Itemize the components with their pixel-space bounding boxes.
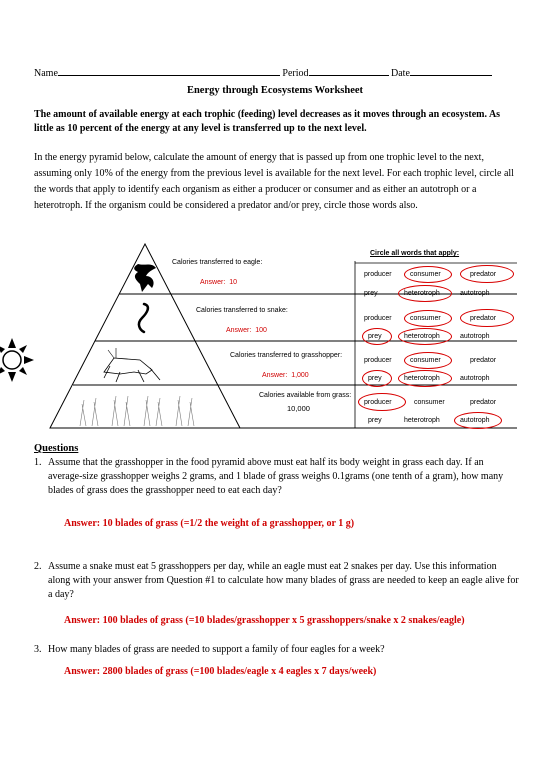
word-consumer[interactable]: consumer: [414, 399, 445, 406]
level-4-value: 10,000: [287, 404, 310, 413]
circle-mark: [398, 285, 452, 302]
grasshopper-icon: [104, 348, 160, 382]
word-producer[interactable]: producer: [364, 357, 392, 364]
circle-mark: [362, 370, 392, 387]
period-label: Period: [282, 68, 309, 79]
circle-mark: [398, 370, 452, 387]
level-4-label: Calories available from grass:: [259, 392, 352, 399]
answer-value: 100: [255, 327, 267, 334]
question-number: 3.: [34, 644, 42, 655]
word-predator[interactable]: predator: [470, 315, 497, 322]
circle-heading: Circle all words that apply:: [370, 250, 460, 257]
name-label: Name: [34, 68, 58, 79]
intro-paragraph: The amount of available energy at each trophic (feeding) level decreases as it moves through an ecosystem. As little as 10 percent of the energy at any level is transferred up to the next level.: [34, 109, 501, 134]
word-autotroph[interactable]: autotroph: [460, 417, 490, 424]
question-1: [34, 456, 520, 498]
word-prey[interactable]: prey: [368, 375, 382, 382]
circle-mark: [398, 328, 452, 345]
level-1-label: Calories transferred to eagle:: [172, 259, 263, 266]
word-prey[interactable]: prey: [364, 290, 378, 297]
circle-mark: [362, 328, 392, 345]
date-field[interactable]: [410, 66, 492, 76]
word-consumer[interactable]: consumer: [410, 271, 441, 278]
word-consumer[interactable]: consumer: [410, 357, 441, 364]
answer-value: 1,000: [291, 372, 309, 379]
word-prey[interactable]: prey: [368, 333, 382, 340]
answer-label: Answer:: [200, 279, 226, 286]
word-heterotroph[interactable]: heterotroph: [404, 417, 440, 424]
answer-3: Answer: 2800 blades of grass (=100 blades/eagle x 4 eagles x 7 days/week): [64, 666, 377, 677]
circle-mark: [404, 352, 452, 369]
word-heterotroph[interactable]: heterotroph: [404, 333, 440, 340]
word-predator[interactable]: predator: [470, 357, 497, 364]
question-text: How many blades of grass are needed to support a family of four eagles for a week?: [48, 644, 385, 655]
answer-label: Answer:: [226, 327, 252, 334]
question-2: [34, 560, 520, 602]
answer-2: Answer: 100 blades of grass (=10 blades/grasshopper x 5 grasshoppers/snake x 2 snakes/eagle): [64, 615, 465, 626]
circle-mark: [460, 265, 514, 283]
answer-label: Answer:: [262, 372, 288, 379]
question-text: Assume that the grasshopper in the food pyramid above must eat half its body weight in grass each day. If an average-size grasshopper weighs 2 grams, and 1 blade of grass weighs 0.1grams (one tenth of a gram), how many blades of grass does the grasshopper need to eat each day?: [48, 457, 504, 496]
worksheet-title: Energy through Ecosystems Worksheet: [186, 85, 364, 96]
sun-icon: [0, 338, 34, 382]
circle-mark: [404, 266, 452, 283]
word-heterotroph[interactable]: heterotroph: [404, 375, 440, 382]
question-text: Assume a snake must eat 5 grasshoppers per day, while an eagle must eat 2 snakes per day. Use this information along with your answer from Question #1 to calculate how many blades of grass are needed to keep an eagle alive for a day?: [48, 561, 519, 600]
question-number: 2.: [34, 561, 42, 572]
word-consumer[interactable]: consumer: [410, 315, 441, 322]
word-autotroph[interactable]: autotroph: [460, 375, 490, 382]
circle-mark: [460, 309, 514, 327]
header-line: [34, 66, 492, 79]
level-3-label: Calories transferred to grasshopper:: [230, 352, 343, 359]
word-prey[interactable]: prey: [368, 417, 382, 424]
instructions-paragraph: In the energy pyramid below, calculate the amount of energy that is passed up from one trophic level to the next, assuming only 10% of the energy from the previous level is available for the next level. For each trophic level, circle all the words that apply to identify each organism as either a producer or consumer and as either an autotroph or a heterotroph. If the organism could be considered a predator and/or prey, circle those words also.: [34, 152, 514, 211]
circle-mark: [404, 310, 452, 327]
circle-mark: [358, 393, 406, 411]
snake-icon: [139, 304, 148, 332]
grass-icon: [80, 396, 194, 426]
period-field[interactable]: [309, 66, 389, 76]
circle-mark: [454, 412, 502, 429]
level-3-answer: [262, 372, 309, 379]
questions-heading: Questions: [34, 443, 79, 454]
word-producer[interactable]: producer: [364, 271, 392, 278]
level-1-answer: [200, 279, 237, 286]
answer-1: Answer: 10 blades of grass (=1/2 the weight of a grasshopper, or 1 g): [64, 518, 355, 529]
word-predator[interactable]: predator: [470, 399, 497, 406]
question-number: 1.: [34, 457, 42, 468]
date-label: Date: [391, 68, 410, 79]
eagle-icon: [134, 264, 156, 292]
question-3: [34, 643, 520, 657]
word-autotroph[interactable]: autotroph: [460, 290, 490, 297]
level-2-label: Calories transferred to snake:: [196, 307, 288, 314]
answer-value: 10: [229, 279, 237, 286]
word-heterotroph[interactable]: heterotroph: [404, 290, 440, 297]
level-2-answer: [226, 327, 267, 334]
word-autotroph[interactable]: autotroph: [460, 333, 490, 340]
word-producer[interactable]: producer: [364, 399, 392, 406]
name-field[interactable]: [58, 66, 280, 76]
word-predator[interactable]: predator: [470, 271, 497, 278]
word-producer[interactable]: producer: [364, 315, 392, 322]
